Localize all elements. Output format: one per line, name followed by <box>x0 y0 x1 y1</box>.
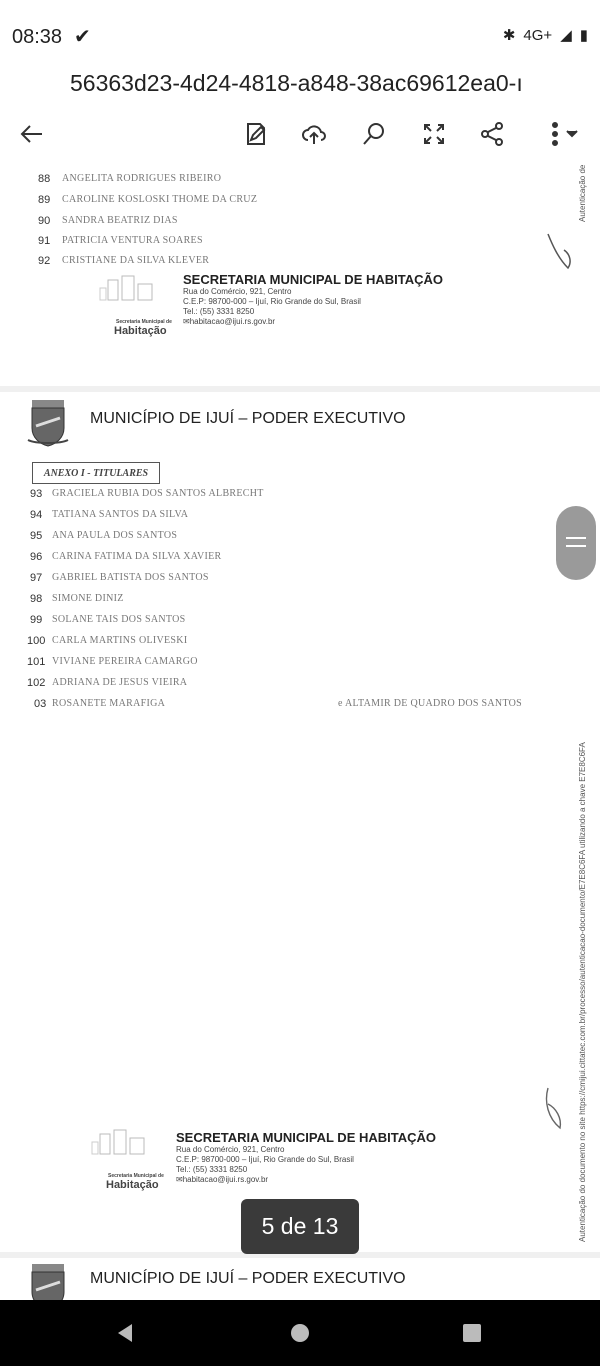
row-number: 93 <box>30 488 43 500</box>
nav-back-icon[interactable] <box>110 1318 140 1348</box>
side-authentication-text: Autenticação de <box>578 164 587 222</box>
status-time: 08:38 <box>12 26 63 48</box>
nav-recents-icon[interactable] <box>457 1318 487 1348</box>
network-label: 4G+ <box>523 26 553 44</box>
row-name: CAROLINE KOSLOSKI THOME DA CRUZ <box>62 194 258 205</box>
signature <box>540 1084 570 1134</box>
row-name: CARINA FATIMA DA SILVA XAVIER <box>52 551 222 562</box>
row-number: 96 <box>30 551 43 563</box>
address-line: C.E.P: 98700-000 – Ijuí, Rio Grande do Sul, Brasil <box>183 297 361 306</box>
row-name: ANA PAULA DOS SANTOS <box>52 530 178 541</box>
row-number: 97 <box>30 572 43 584</box>
pdf-page-6 <box>0 1258 600 1300</box>
pdf-page-4 <box>0 162 600 386</box>
toolbar <box>0 104 600 162</box>
address-line: Rua do Comércio, 921, Centro <box>183 287 292 296</box>
row-name: ADRIANA DE JESUS VIEIRA <box>52 677 188 688</box>
row-name: SANDRA BEATRIZ DIAS <box>62 215 178 226</box>
email-line <box>183 317 443 327</box>
status-icons <box>503 26 588 44</box>
email-text: habitacao@ijui.rs.gov.br <box>189 317 276 326</box>
municipal-crest <box>26 396 70 448</box>
logo-big-text: Habitação <box>114 325 167 337</box>
municipio-header: MUNICÍPIO DE IJUÍ – PODER EXECUTIVO <box>90 410 406 427</box>
check-icon: ✔ <box>74 26 91 48</box>
annex-title: ANEXO I - TITULARES <box>32 462 160 484</box>
email-line <box>176 1175 436 1185</box>
logo-small-text: Secretaria Municipal de <box>108 1173 164 1179</box>
pdf-viewer[interactable] <box>0 162 600 1300</box>
cloud-upload-icon[interactable] <box>294 114 334 154</box>
back-arrow-icon[interactable] <box>12 114 52 154</box>
signal-icon: ◢ <box>560 27 572 44</box>
row-name: CARLA MARTINS OLIVESKI <box>52 635 188 646</box>
row-number: 94 <box>30 509 43 521</box>
row-name: ROSANETE MARAFIGA <box>52 698 166 709</box>
bluetooth-icon: ✱ <box>502 27 516 44</box>
row-number: 99 <box>30 614 43 626</box>
row-name: VIVIANE PEREIRA CAMARGO <box>52 656 198 667</box>
email-icon: ✉ <box>176 1175 183 1184</box>
row-name: PATRICIA VENTURA SOARES <box>62 235 203 246</box>
secretaria-title: SECRETARIA MUNICIPAL DE HABITAÇÃO <box>176 1130 436 1145</box>
row-name: GABRIEL BATISTA DOS SANTOS <box>52 572 209 583</box>
row-number: 102 <box>27 677 46 689</box>
address-line: C.E.P: 98700-000 – Ijuí, Rio Grande do Sul, Brasil <box>176 1155 354 1164</box>
row-number: 95 <box>30 530 43 542</box>
row-name: SIMONE DINIZ <box>52 593 124 604</box>
row-number: 88 <box>38 173 51 185</box>
signature <box>542 228 578 274</box>
email-icon: ✉ <box>183 317 190 326</box>
secretaria-address <box>176 1130 436 1185</box>
row-number: 90 <box>38 215 51 227</box>
row-number: 89 <box>38 194 51 206</box>
row-extra-name: e ALTAMIR DE QUADRO DOS SANTOS <box>338 698 523 709</box>
row-number: 91 <box>38 235 51 247</box>
status-bar <box>0 0 600 70</box>
row-number: 101 <box>27 656 46 668</box>
search-icon[interactable] <box>354 114 394 154</box>
share-icon[interactable] <box>472 114 512 154</box>
page-indicator: 5 de 13 <box>241 1199 359 1254</box>
document-title: 56363d23-4d24-4818-a848-38ac69612ea0-ı <box>70 70 523 96</box>
row-name: SOLANE TAIS DOS SANTOS <box>52 614 186 625</box>
more-icon[interactable] <box>540 114 586 154</box>
logo-big-text: Habitação <box>106 1179 159 1191</box>
municipio-header: MUNICÍPIO DE IJUÍ – PODER EXECUTIVO <box>90 1270 406 1287</box>
fast-scroll-handle[interactable] <box>556 506 596 580</box>
row-name: TATIANA SANTOS DA SILVA <box>52 509 189 520</box>
battery-icon: ▮ <box>579 27 588 44</box>
address-line: Rua do Comércio, 921, Centro <box>176 1145 285 1154</box>
email-text: habitacao@ijui.rs.gov.br <box>182 1175 269 1184</box>
side-authentication-text: Autenticação do documento no site https://cmijui.cittatec.com.br/processo/autenticacao-documento/E7E8C6FA utilizando a chave E7E8C6FA <box>578 742 587 1242</box>
navigation-bar <box>0 1300 600 1366</box>
edit-icon[interactable] <box>236 114 276 154</box>
phone-line: Tel.: (55) 3331 8250 <box>176 1165 248 1174</box>
row-number: 100 <box>27 635 46 647</box>
nav-home-icon[interactable] <box>285 1318 315 1348</box>
row-number: 92 <box>38 255 51 267</box>
row-number: 98 <box>30 593 43 605</box>
secretaria-title: SECRETARIA MUNICIPAL DE HABITAÇÃO <box>183 272 443 287</box>
row-name: CRISTIANE DA SILVA KLEVER <box>62 255 210 266</box>
phone-line: Tel.: (55) 3331 8250 <box>183 307 255 316</box>
pdf-page-5 <box>0 392 600 1252</box>
municipal-crest <box>26 1260 70 1300</box>
row-name: ANGELITA RODRIGUES RIBEIRO <box>62 173 222 184</box>
fullscreen-icon[interactable] <box>414 114 454 154</box>
secretaria-address <box>183 272 443 327</box>
row-name: GRACIELA RUBIA DOS SANTOS ALBRECHT <box>52 488 264 499</box>
habitacao-logo <box>96 274 176 342</box>
logo-small-text: Secretaria Municipal de <box>116 319 172 325</box>
habitacao-logo <box>88 1128 168 1198</box>
row-number: 03 <box>34 698 47 710</box>
